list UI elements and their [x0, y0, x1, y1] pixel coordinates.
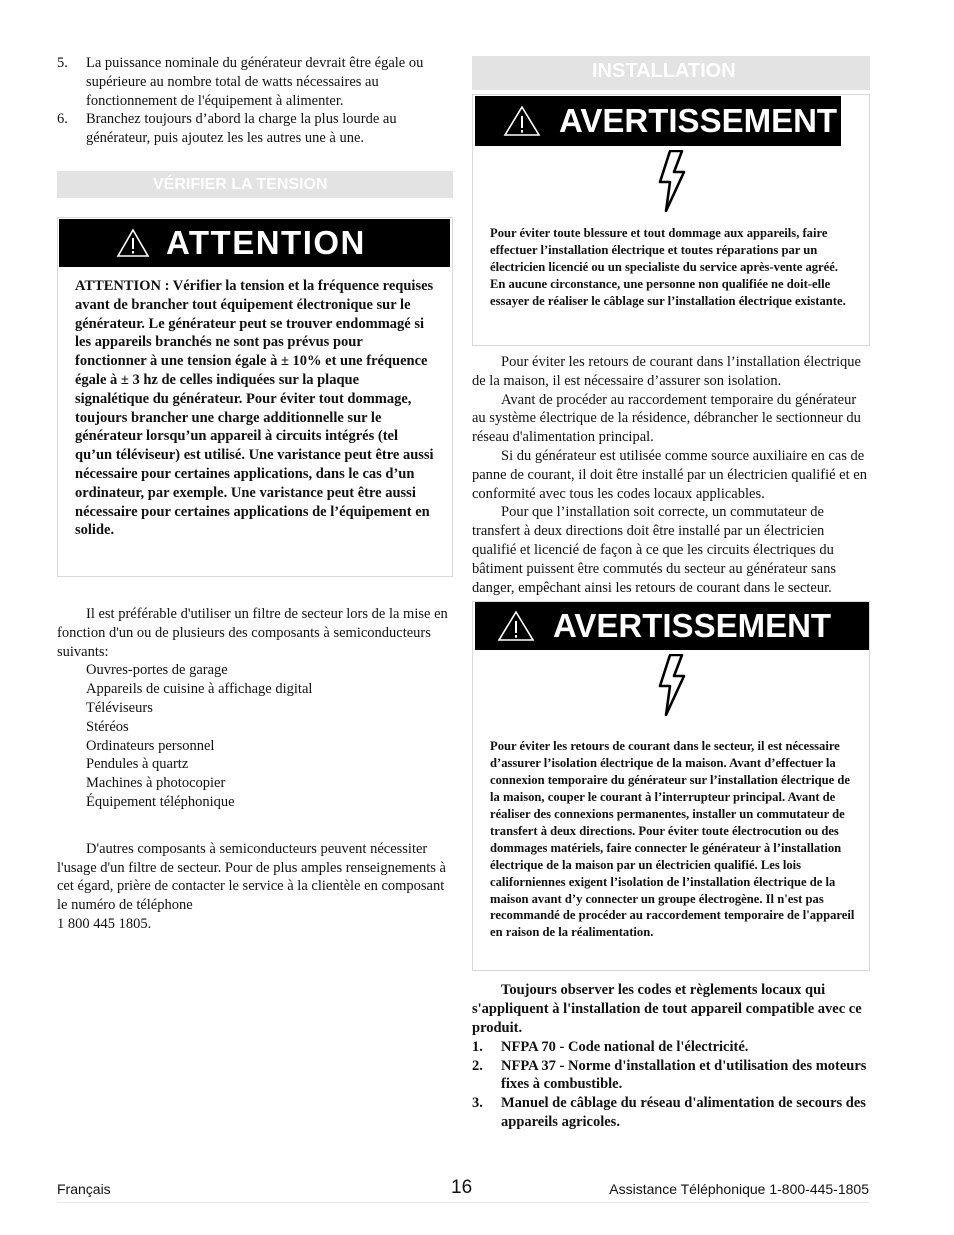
- list-item: [472, 1057, 870, 1095]
- warning-triangle-icon: [116, 228, 150, 258]
- codes-section: [472, 981, 870, 1131]
- attention-title: ATTENTION: [166, 223, 366, 261]
- list-item: Stéréos: [86, 718, 129, 735]
- list-item: [57, 54, 453, 110]
- lightning-bolt-icon: [473, 654, 869, 724]
- section-heading-installation: INSTALLATION: [472, 56, 870, 90]
- attention-text: ATTENTION : Vérifier la tension et la fréquence requises avant de brancher tout équipement électronique sur le générateur. Le générateur peut se trouver endommagé si les appareils branchés ne sont pas prévus pour fonctionner à une tension égale à ± 10% et une fréquence égale à ± 3 hz de celles indiquées sur la plaque signalétique du générateur. Pour éviter tout dommage, toujours brancher une charge additionnelle sur le générateur lorsqu’un appareil à circuits intégrés (tel qu’un téléviseur) est utilisé. Une varistance peut être aussi nécessaire pour certaines applications, dans le cas d’un ordinateur, par exemple. Une varistance peut être aussi nécessaire pour certaines applications de l’équipement en solide.: [75, 277, 434, 539]
- list-item: [472, 1038, 870, 1057]
- left-column: [57, 54, 453, 934]
- paragraph-transfer-switch: Pour que l’installation soit correcte, un commutateur de transfert à deux directions doit être installé par un électricien qualifié et licencié de façon à ce que les circuits électriques du bâtiment puissent être commutés du secteur au générateur sans danger, empêchant ainsi les retours de courant dans le secteur.: [472, 504, 836, 596]
- footer-support-phone: Assistance Téléphonique 1-800-445-1805: [609, 1181, 869, 1197]
- lightning-bolt-icon: [473, 150, 869, 222]
- codes-list: [472, 1038, 870, 1132]
- warning-box-2: [472, 601, 870, 971]
- list-item: Équipement téléphonique: [86, 793, 235, 810]
- list-item: Ouvres-portes de garage: [86, 662, 228, 679]
- warning-title: AVERTISSEMENT: [553, 606, 832, 644]
- warning-box-1: [472, 94, 870, 346]
- attention-box: [57, 217, 453, 577]
- list-text: NFPA 37 - Norme d'installation et d'utilisation des moteurs fixes à combustible.: [501, 1057, 867, 1093]
- phone-number: 1 800 445 1805.: [57, 915, 152, 932]
- list-item: [57, 110, 453, 148]
- list-number: 5.: [57, 55, 68, 71]
- list-item: Pendules à quartz: [86, 756, 189, 773]
- list-item: Ordinateurs personnel: [86, 737, 215, 754]
- list-number: 1.: [472, 1038, 483, 1055]
- list-number: 2.: [472, 1057, 483, 1074]
- section-heading-voltage: VÉRIFIER LA TENSION: [57, 171, 453, 198]
- paragraph-isolation: Pour éviter les retours de courant dans l’installation électrique de la maison, il est nécessaire d’assurer son isolation.: [472, 354, 861, 389]
- warning-triangle-icon: [497, 610, 535, 642]
- list-text: La puissance nominale du générateur devrait être égale ou supérieure au nombre total de watts nécessaires au fonctionnement de l'équipement à alimenter.: [86, 55, 424, 109]
- list-text: Branchez toujours d’abord la charge la plus lourde au générateur, puis ajoutez les les autres une à une.: [86, 111, 397, 147]
- list-number: 6.: [57, 111, 68, 128]
- attention-header: [59, 219, 450, 267]
- footer-language: Français: [57, 1181, 111, 1197]
- list-text: NFPA 70 - Code national de l'électricité.: [501, 1038, 749, 1055]
- warning-header: [475, 602, 869, 650]
- warning-text: Pour éviter toute blessure et tout dommage aux appareils, faire effectuer l’installation électrique et toutes réparations par un électricien licencié ou un specialiste du service après-vente agréé. En aucune circonstance, une personne non qualifiée ne doit-elle essayer de réaliser le câblage sur l’installation électrique existante.: [490, 226, 846, 308]
- warning-triangle-icon: [503, 105, 541, 137]
- list-number: 3.: [472, 1095, 483, 1112]
- list-item: Machines à photocopier: [86, 775, 226, 792]
- right-column: [472, 56, 870, 1132]
- paragraph-temporary-connection: Avant de procéder au raccordement temporaire du générateur au système électrique de la résidence, débrancher le sectionneur du réseau d'alimentation principal.: [472, 391, 861, 446]
- other-components-paragraph: D'autres composants à semiconducteurs peuvent nécessiter l'usage d'un filtre de secteur. Pour de plus amples renseignements à cet égard, prière de contacter le service à la clientèle en composant le numéro de téléphone: [57, 840, 446, 914]
- list-item: [472, 1094, 870, 1132]
- warning-title: AVERTISSEMENT: [559, 101, 838, 139]
- list-text: Manuel de câblage du réseau d'alimentation de secours des appareils agricoles.: [501, 1095, 866, 1130]
- filter-paragraph: Il est préférable d'utiliser un filtre de secteur lors de la mise en fonction d'un ou de plusieurs des composants à semiconducteurs suivants:: [57, 605, 448, 660]
- page-number: 16: [451, 1177, 473, 1198]
- list-item: Téléviseurs: [86, 699, 153, 716]
- warning-text: Pour éviter les retours de courant dans le secteur, il est nécessaire d’assurer l’isolation électrique de la maison. Avant d’effectuer la connexion temporaire du générateur sur l’installation électrique de la maison, couper le courant à l’interrupteur principal. Avant de réaliser des connexions permanentes, installer un commutateur de transfert à deux directions. Pour éviter toute électrocution ou des dommages matériels, faire connecter le générateur à l’installation électrique de la maison par un électricien qualifié. Les lois californiennes exigent l’isolation de l’installation électrique de la maison avant d’y connecter un groupe électrogène. Il n'est pas recommandé de procéder au raccordement temporaire de l'appareil en raison de la réalimentation.: [490, 739, 855, 940]
- codes-intro: Toujours observer les codes et règlements locaux qui s'appliquent à l'installation de tout appareil compatible avec ce produit.: [472, 982, 862, 1036]
- generator-tips-list: [57, 54, 453, 148]
- page-footer: [57, 1172, 869, 1203]
- paragraph-auxiliary-source: Si du générateur est utilisée comme source auxiliaire en cas de panne de courant, il doit être installé par un électricien qualifié et en conformité avec tous les codes locaux applicables.: [472, 447, 867, 502]
- component-list: [57, 661, 453, 811]
- list-item: Appareils de cuisine à affichage digital: [86, 681, 313, 698]
- warning-header: [475, 96, 841, 146]
